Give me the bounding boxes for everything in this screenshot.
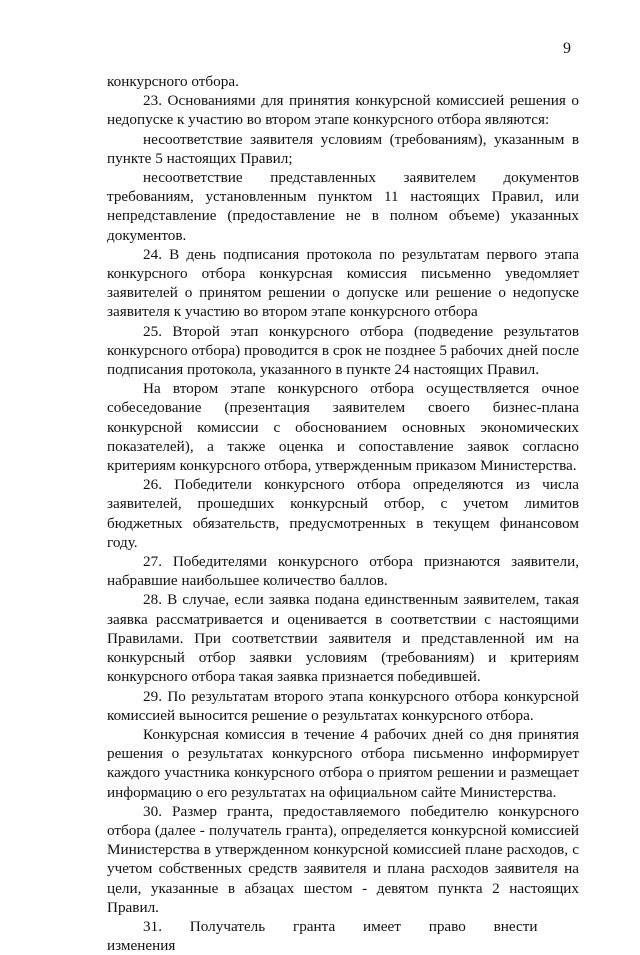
paragraph-24: 24. В день подписания протокола по результатам первого этапа конкурсного отбора конкурсная комиссия письменно уведомляет заявителей о принятом решении о допуске или решение о недопуске заявителя к участию во втором этапе конкурсного отбора — [107, 245, 579, 321]
page-number: 9 — [563, 40, 571, 57]
paragraph-23-item-1: несоответствие заявителя условиям (требованиям), указанным в пункте 5 настоящих Правил; — [107, 130, 579, 167]
paragraph-25: 25. Второй этап конкурсного отбора (подведение результатов конкурсного отбора) проводится в срок не позднее 5 рабочих дней после подписания протокола, указанного в пункте 24 настоящих Правил. — [107, 322, 579, 379]
paragraph-25-second: На втором этапе конкурсного отбора осуществляется очное собеседование (презентация заявителем своего бизнес-плана конкурсной комиссии с обоснованием основных экономических показателей), а также оценка и сопоставление заявок согласно критериям конкурсного отбора, утвержденным приказом Министерства. — [107, 380, 579, 475]
paragraph-29-second: Конкурсная комиссия в течение 4 рабочих дней со дня принятия решения о результатах конкурсного отбора письменно информирует каждого участника конкурсного отбора о приятом решении и размещает информацию о его результатах на официальном сайте Министерства. — [107, 725, 579, 801]
paragraph-29: 29. По результатам второго этапа конкурсного отбора конкурсной комиссией выносится решение о результатах конкурсного отбора. — [107, 687, 579, 724]
paragraph-31: 31. Получатель гранта имеет право внести изменения — [107, 917, 538, 955]
paragraph-26: 26. Победители конкурсного отбора определяются из числа заявителей, прошедших конкурсный отбор, с учетом лимитов бюджетных обязательств, предусмотренных в текущем финансовом году. — [107, 476, 579, 551]
paragraph-30: 30. Размер гранта, предоставляемого победителю конкурсного отбора (далее - получатель гранта), определяется конкурсной комиссией Министерства в утвержденном конкурсной комиссией плане расходов, с учетом собственных средств заявителя и плана расходов заявителя на цели, указанные в абзацах шестом - девятом пункта 2 настоящих Правил. — [107, 802, 579, 916]
paragraph-23-item-2: несоответствие представленных заявителем документов требованиям, установленным пунктом 11 настоящих Правил, или непредставление (предоставление не в полном объеме) указанных документов. — [107, 169, 579, 244]
paragraph-27: 27. Победителями конкурсного отбора признаются заявители, набравшие наибольшее количество баллов. — [107, 553, 579, 590]
paragraph-continuation: конкурсного отбора. — [107, 73, 239, 90]
document-body — [107, 72, 579, 955]
paragraph-28: 28. В случае, если заявка подана единственным заявителем, такая заявка рассматривается и оценивается в соответствии с настоящими Правилами. При соответствии заявителя и представленной им на конкурсный отбор заявки условиям (требованиям) и критериям конкурсного отбора такая заявка признается победившей. — [107, 591, 579, 686]
paragraph-23: 23. Основаниями для принятия конкурсной комиссией решения о недопуске к участию во втором этапе конкурсного отбора являются: — [107, 92, 579, 129]
